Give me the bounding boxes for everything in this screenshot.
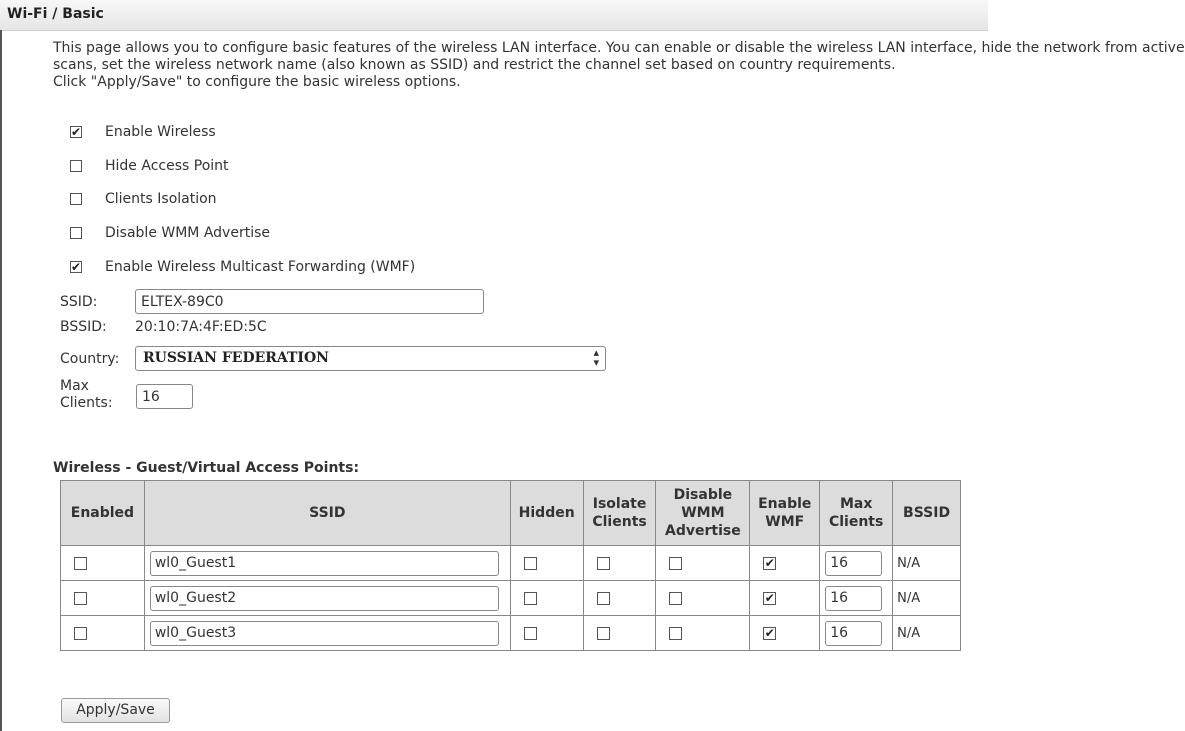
max-clients-input[interactable]: [136, 384, 193, 409]
description-line: scans, set the wireless network name (also known as SSID) and restrict the channel set based on country requirements.: [53, 57, 896, 73]
country-select[interactable]: [135, 346, 606, 371]
col-enabled-header: Enabled: [61, 481, 145, 546]
ssid-input[interactable]: [135, 289, 484, 314]
row-max-clients-input[interactable]: [825, 621, 882, 646]
checkmark-icon: ✔: [71, 125, 82, 139]
row-ssid-input[interactable]: [150, 621, 499, 646]
description-line: Click "Apply/Save" to configure the basic wireless options.: [53, 74, 461, 90]
col-max-clients-header: Max Clients: [820, 481, 893, 546]
row-wmm-checkbox[interactable]: [669, 557, 682, 570]
col-hidden-header: Hidden: [510, 481, 583, 546]
row-wmf-checkbox[interactable]: [763, 592, 776, 605]
description-line: This page allows you to configure basic features of the wireless LAN interface. You can enable or disable the wireless LAN interface, hide the network from active: [53, 40, 1185, 56]
checkmark-icon: ✔: [764, 590, 775, 605]
frame-border: [0, 30, 2, 731]
clients-isolation-label: Clients Isolation: [105, 191, 217, 207]
row-hidden-checkbox[interactable]: [524, 557, 537, 570]
row-max-clients-input[interactable]: [825, 551, 882, 576]
checkmark-icon: ✔: [764, 555, 775, 570]
enable-wireless-checkbox[interactable]: [70, 126, 82, 138]
max-clients-label-line: Max: [60, 378, 89, 394]
guest-ap-table: [60, 480, 961, 651]
apply-save-button[interactable]: Apply/Save: [61, 698, 170, 723]
bssid-label: BSSID:: [60, 319, 107, 335]
country-select-value: RUSSIAN FEDERATION: [143, 350, 329, 366]
table-row: [61, 581, 961, 616]
enable-wmf-checkbox[interactable]: [70, 261, 82, 273]
row-bssid-value: N/A: [897, 591, 921, 606]
row-max-clients-input[interactable]: [825, 586, 882, 611]
row-ssid-input[interactable]: [150, 586, 499, 611]
ssid-label: SSID:: [60, 294, 98, 310]
row-enabled-checkbox[interactable]: [74, 557, 87, 570]
page-header: [0, 0, 988, 31]
col-ssid-header: SSID: [144, 481, 510, 546]
col-wmm-header: Disable WMM Advertise: [656, 481, 750, 546]
col-wmf-header: Enable WMF: [750, 481, 820, 546]
col-isolate-header: Isolate Clients: [583, 481, 656, 546]
row-enabled-checkbox[interactable]: [74, 592, 87, 605]
row-enabled-checkbox[interactable]: [74, 627, 87, 640]
row-hidden-checkbox[interactable]: [524, 627, 537, 640]
enable-wmf-label: Enable Wireless Multicast Forwarding (WMF): [105, 259, 416, 275]
updown-chevron-icon: ▴ ▾: [593, 346, 599, 369]
page-description: [53, 40, 1185, 91]
row-ssid-input[interactable]: [150, 551, 499, 576]
table-row: [61, 546, 961, 581]
table-header-row: [61, 481, 961, 546]
row-wmf-checkbox[interactable]: [763, 557, 776, 570]
bssid-value: 20:10:7A:4F:ED:5C: [135, 319, 267, 335]
table-row: [61, 616, 961, 651]
row-isolate-checkbox[interactable]: [597, 592, 610, 605]
row-isolate-checkbox[interactable]: [597, 627, 610, 640]
country-label: Country:: [60, 351, 120, 367]
disable-wmm-advertise-label: Disable WMM Advertise: [105, 225, 270, 241]
col-bssid-header: BSSID: [893, 481, 961, 546]
page-title: Wi-Fi / Basic: [7, 6, 104, 22]
max-clients-label: [60, 378, 113, 412]
row-wmf-checkbox[interactable]: [763, 627, 776, 640]
hide-access-point-label: Hide Access Point: [105, 158, 229, 174]
clients-isolation-checkbox[interactable]: [70, 193, 82, 205]
row-isolate-checkbox[interactable]: [597, 557, 610, 570]
checkmark-icon: ✔: [71, 260, 82, 274]
row-wmm-checkbox[interactable]: [669, 627, 682, 640]
disable-wmm-advertise-checkbox[interactable]: [70, 227, 82, 239]
row-hidden-checkbox[interactable]: [524, 592, 537, 605]
enable-wireless-label: Enable Wireless: [105, 124, 216, 140]
guest-section-title: Wireless - Guest/Virtual Access Points:: [53, 460, 360, 476]
row-bssid-value: N/A: [897, 556, 921, 571]
checkmark-icon: ✔: [764, 625, 775, 640]
hide-access-point-checkbox[interactable]: [70, 160, 82, 172]
max-clients-label-line: Clients:: [60, 395, 113, 411]
row-wmm-checkbox[interactable]: [669, 592, 682, 605]
row-bssid-value: N/A: [897, 626, 921, 641]
